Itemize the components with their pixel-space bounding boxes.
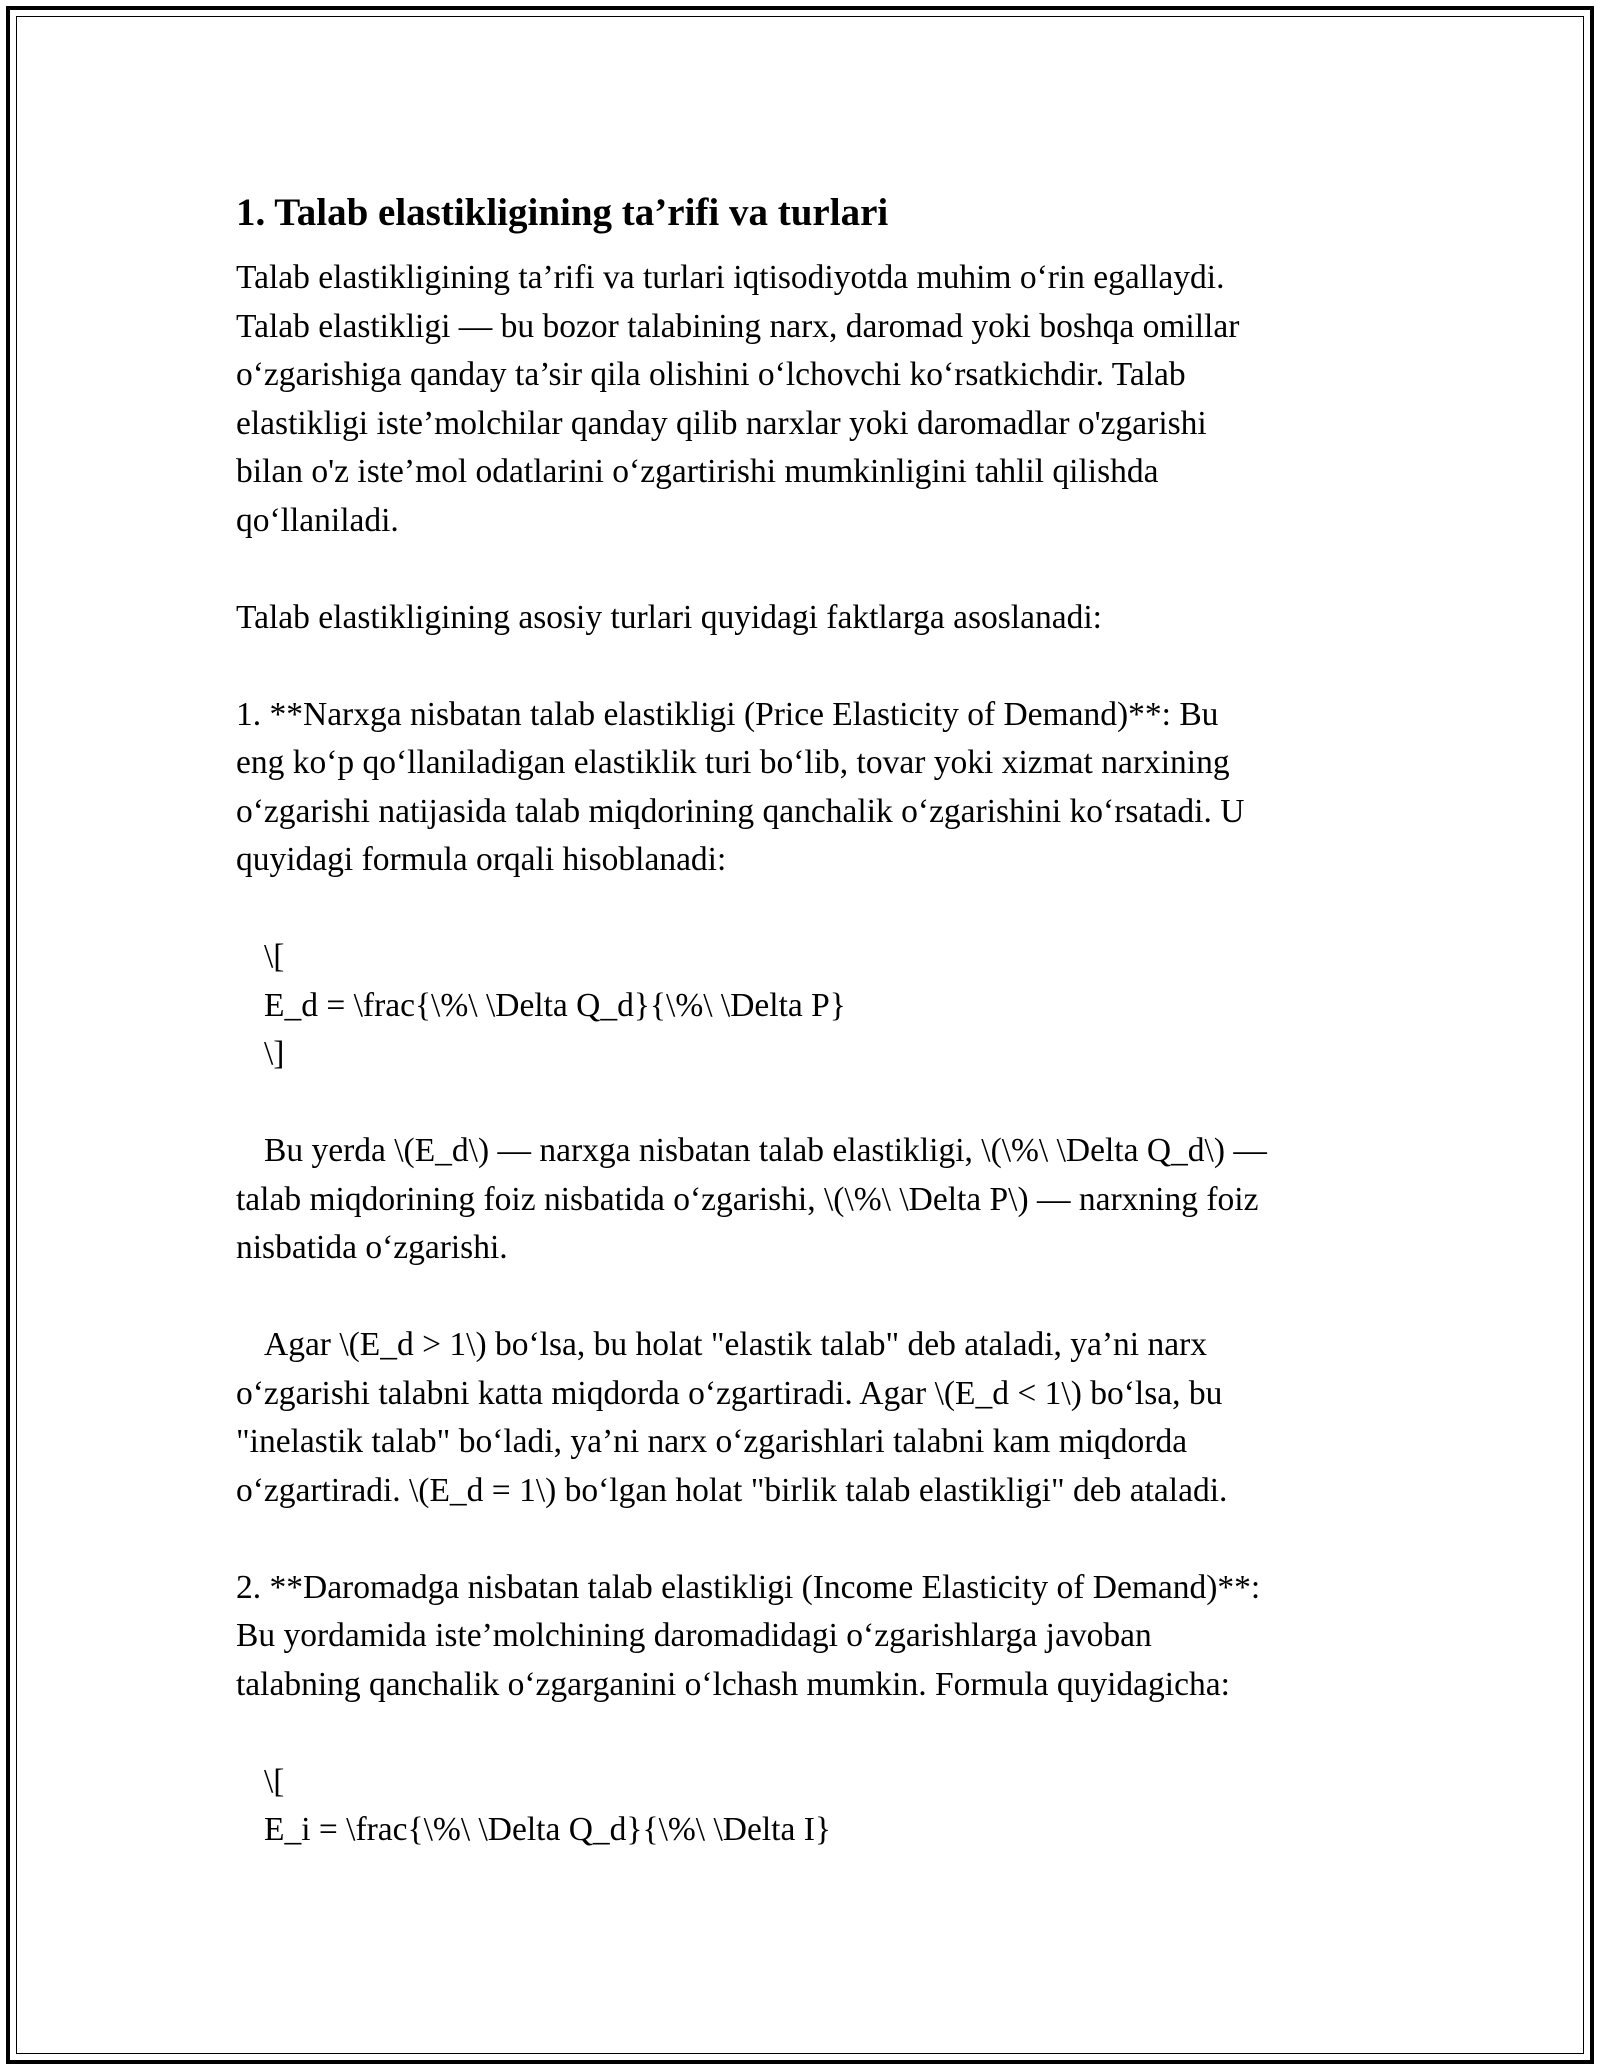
blank-line — [236, 642, 1376, 691]
blank-line — [236, 545, 1376, 594]
blank-line — [236, 1709, 1376, 1758]
text-line: Talab elastikligi — bu bozor talabining narx, daromad yoki boshqa omillar — [236, 307, 1240, 345]
text-line: Talab elastikligining ta’rifi va turlari iqtisodiyotda muhim o‘rin egallaydi. — [236, 259, 1225, 296]
text-line: talab miqdorining foiz nisbatida o‘zgarishi, \(\%\ \Delta P\) — narxning foiz — [236, 1180, 1259, 1218]
text-line: Agar \(E_d > 1\) bo‘lsa, bu holat "elastik talab" deb ataladi, ya’ni narx — [264, 1326, 1208, 1363]
text-line: bilan o'z iste’mol odatlarini o‘zgartirishi mumkinligini tahlil qilishda — [236, 453, 1159, 490]
formula-line: \[ — [264, 938, 285, 975]
text-line: Bu yordamida iste’molchining daromadidagi o‘zgarishlarga javoban — [236, 1617, 1152, 1654]
formula-line: E_d = \frac{\%\ \Delta Q_d}{\%\ \Delta P} — [264, 986, 846, 1024]
blank-line — [236, 1515, 1376, 1564]
section-heading: 1. Talab elastikligining ta’rifi va turlari — [236, 191, 889, 234]
text-line: talabning qanchalik o‘zgarganini o‘lchash mumkin. Formula quyidagicha: — [236, 1665, 1230, 1703]
text-line: o‘zgarishi talabni katta miqdorda o‘zgartiradi. Agar \(E_d < 1\) bo‘lsa, bu — [236, 1374, 1223, 1412]
text-line: eng ko‘p qo‘llaniladigan elastiklik turi bo‘lib, tovar yoki xizmat narxining — [236, 744, 1230, 781]
blank-line — [236, 1273, 1376, 1322]
document-body — [236, 186, 1376, 1855]
text-line: o‘zgarishiga qanday ta’sir qila olishini o‘lchovchi ko‘rsatkichdir. Talab — [236, 356, 1186, 393]
text-line: qo‘llaniladi. — [236, 501, 399, 539]
formula-line: \[ — [264, 1762, 285, 1800]
text-line: quyidagi formula orqali hisoblanadi: — [236, 841, 727, 878]
formula-line: E_i = \frac{\%\ \Delta Q_d}{\%\ \Delta I} — [264, 1811, 831, 1848]
text-line: elastikligi iste’molchilar qanday qilib narxlar yoki daromadlar o'zgarishi — [236, 404, 1207, 442]
list-item-line: 1. **Narxga nisbatan talab elastikligi (Price Elasticity of Demand)**: Bu — [236, 695, 1219, 733]
blank-line — [236, 1079, 1376, 1128]
text-line: Talab elastikligining asosiy turlari quyidagi faktlarga asoslanadi: — [236, 598, 1102, 636]
list-item-line: 2. **Daromadga nisbatan talab elastikligi (Income Elasticity of Demand)**: — [236, 1568, 1261, 1606]
text-line: o‘zgarishi natijasida talab miqdorining qanchalik o‘zgarishini ko‘rsatadi. U — [236, 792, 1245, 830]
text-line: "inelastik talab" bo‘ladi, ya’ni narx o‘zgarishlari talabni kam miqdorda — [236, 1423, 1188, 1460]
text-line: nisbatida o‘zgarishi. — [236, 1229, 508, 1266]
blank-line — [236, 885, 1376, 934]
text-line: Bu yerda \(E_d\) — narxga nisbatan talab elastikligi, \(\%\ \Delta Q_d\) — — [264, 1132, 1267, 1169]
formula-line: \] — [264, 1035, 285, 1072]
text-line: o‘zgartiradi. \(E_d = 1\) bo‘lgan holat "birlik talab elastikligi" deb ataladi. — [236, 1471, 1228, 1509]
